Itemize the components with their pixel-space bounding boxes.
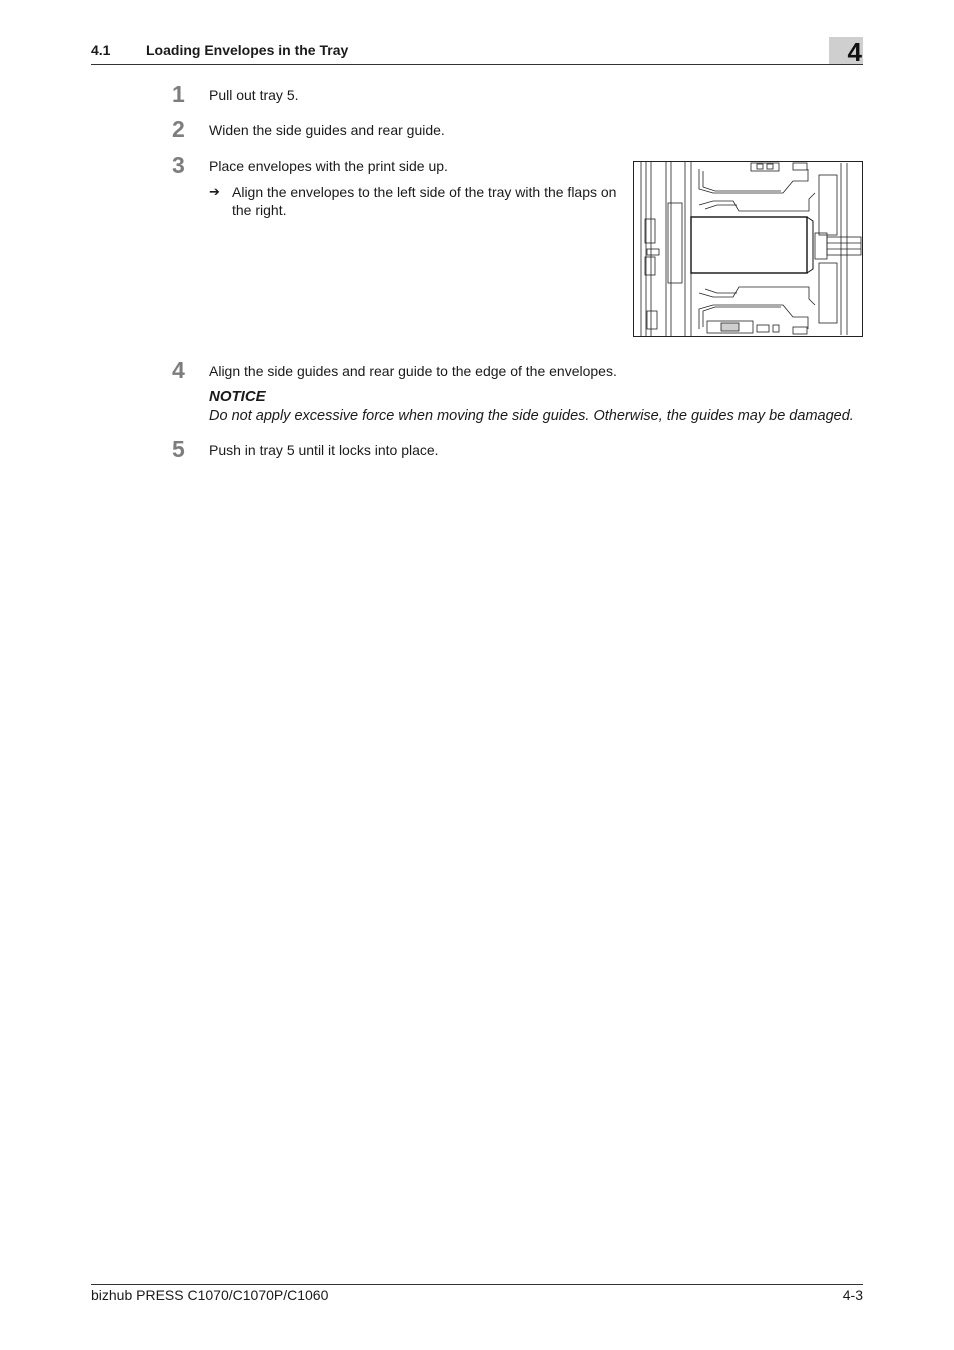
footer-page-number: 4-3 xyxy=(842,1287,863,1303)
footer-product-name: bizhub PRESS C1070/C1070P/C1060 xyxy=(91,1287,329,1303)
step-2-text: Widen the side guides and rear guide. xyxy=(209,122,445,138)
chapter-number: 4 xyxy=(847,37,862,67)
step-5-text: Push in tray 5 until it locks into place. xyxy=(209,442,439,458)
step-3-number: 3 xyxy=(172,152,185,178)
step-4-number: 4 xyxy=(172,357,185,383)
header-divider xyxy=(91,64,863,65)
step-1-number: 1 xyxy=(172,81,185,107)
section-number: 4.1 xyxy=(91,42,111,58)
step-3-text: Place envelopes with the print side up. xyxy=(209,158,448,174)
notice-text: Do not apply excessive force when moving the side guides. Otherwise, the guides may be damaged. xyxy=(209,408,854,424)
step-3-substep-text: Align the envelopes to the left side of the tray with the flaps on the right. xyxy=(232,184,617,218)
tray-illustration xyxy=(633,161,863,337)
footer-divider xyxy=(91,1284,863,1285)
step-5-number: 5 xyxy=(172,436,185,462)
section-title: Loading Envelopes in the Tray xyxy=(146,42,349,58)
step-2-number: 2 xyxy=(172,116,185,142)
notice-title: NOTICE xyxy=(209,388,266,405)
arrow-right-icon: ➔ xyxy=(209,184,220,199)
chapter-tab xyxy=(829,37,863,67)
step-1-text: Pull out tray 5. xyxy=(209,87,299,103)
step-4-text: Align the side guides and rear guide to the edge of the envelopes. xyxy=(209,363,617,379)
